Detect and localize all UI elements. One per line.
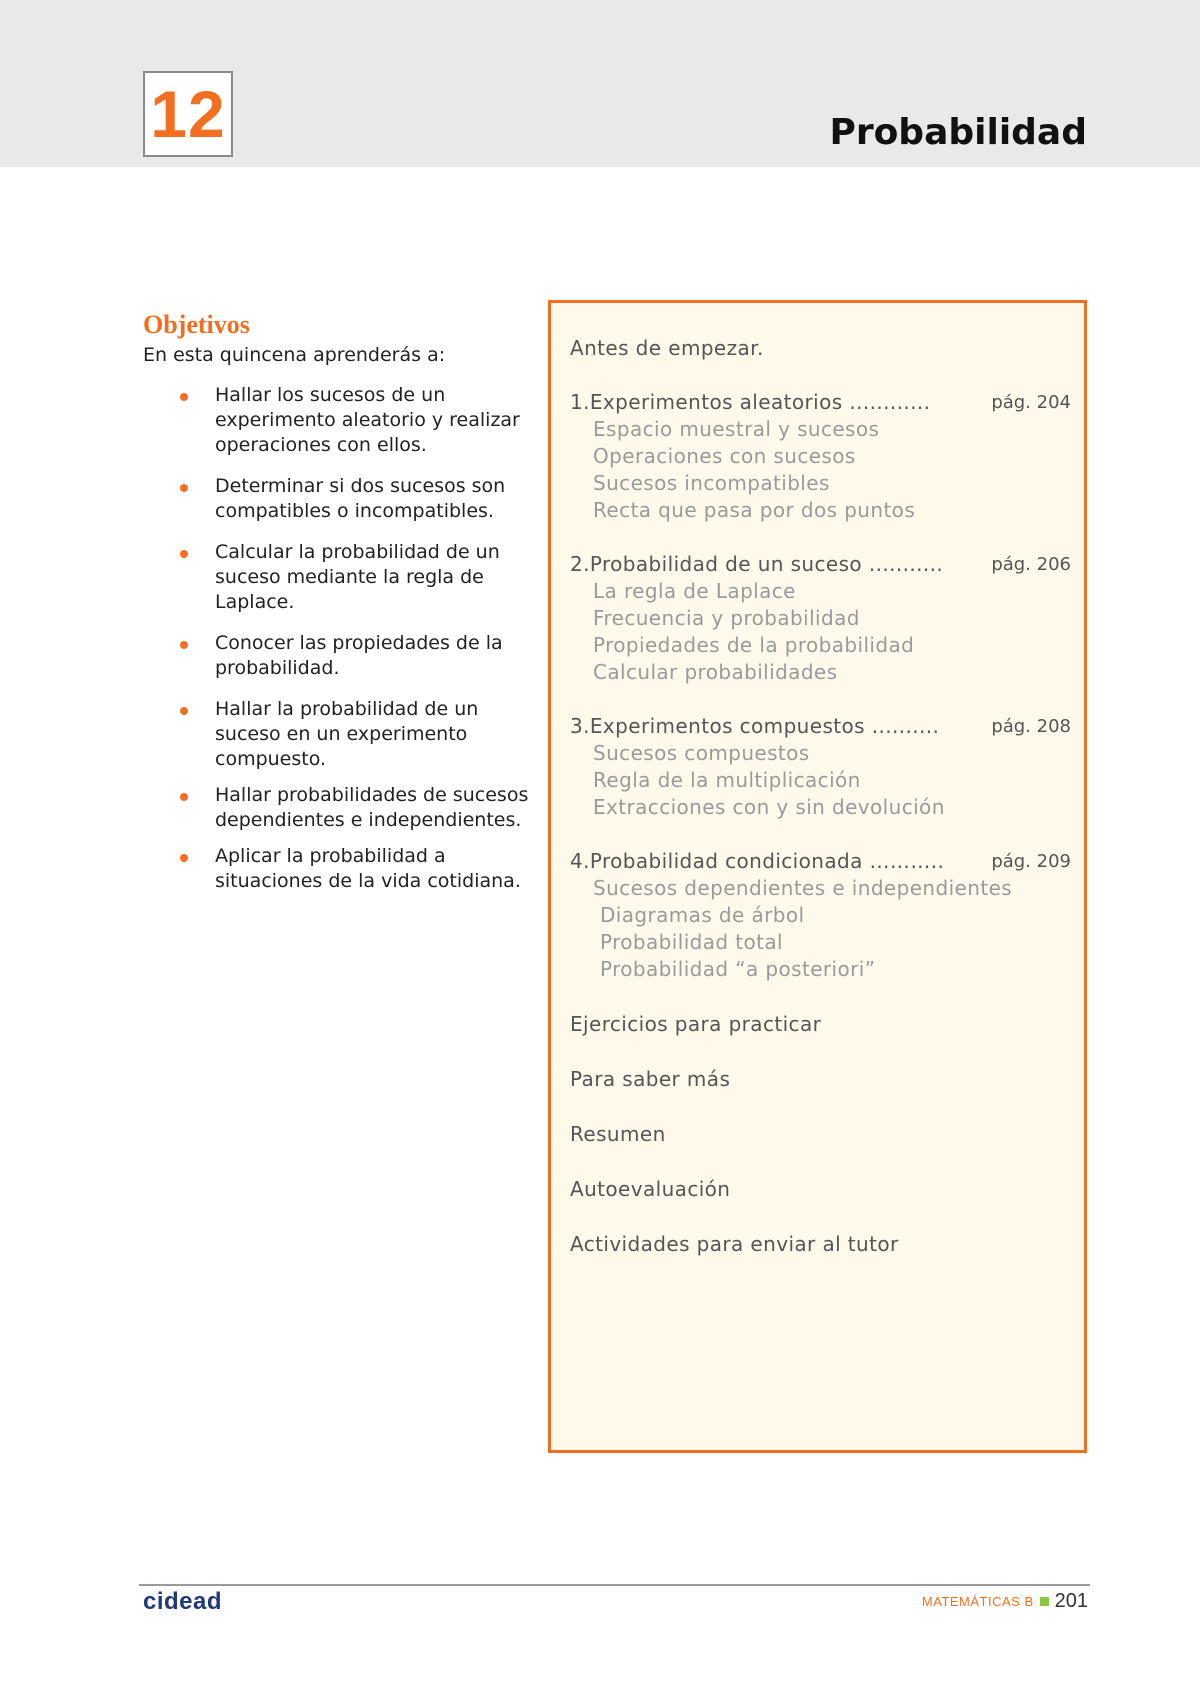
toc-section-title: 4.Probabilidad condicionada [570,849,863,873]
toc-intro[interactable]: Antes de empezar. [570,336,764,360]
bullet-icon [180,707,188,715]
cidead-logo: cidead [143,1588,223,1615]
toc-extra-actividades[interactable]: Actividades para enviar al tutor [570,1232,899,1256]
objective-text: Hallar los sucesos de un experimento aleatorio y realizar operaciones con ellos. [215,384,520,456]
objective-text: Determinar si dos sucesos son compatibles o incompatibles. [215,475,506,522]
objective-item [178,783,538,833]
objective-text: Conocer las propiedades de la probabilidad. [215,632,503,679]
toc-subsection[interactable]: Probabilidad total [600,930,783,954]
toc-extra-ejercicios[interactable]: Ejercicios para practicar [570,1012,822,1036]
toc-extra-autoevaluacion[interactable]: Autoevaluación [570,1177,731,1201]
toc-subsection[interactable]: Regla de la multiplicación [593,768,861,792]
toc-section-title: 3.Experimentos compuestos [570,714,865,738]
objective-text: Calcular la probabilidad de un suceso mediante la regla de Laplace. [215,541,500,613]
toc-dots: ……….. [869,849,945,873]
toc-subsection[interactable]: Frecuencia y probabilidad [593,606,860,630]
square-icon [1040,1597,1049,1606]
toc-subsection[interactable]: Recta que pasa por dos puntos [593,498,916,522]
objective-item [178,383,538,458]
toc-subsection[interactable]: Sucesos incompatibles [593,471,830,495]
toc-extra-saber-mas[interactable]: Para saber más [570,1067,731,1091]
page-title: Probabilidad [829,112,1087,153]
objective-text: Hallar probabilidades de sucesos dependientes e independientes. [215,784,529,831]
toc-dots: ........... [868,552,944,576]
footer-page-info [922,1590,1088,1613]
bullet-icon [180,393,188,401]
toc-section-3[interactable] [570,713,1075,740]
objectives-heading: Objetivos [143,310,250,339]
toc-subsection[interactable]: Diagramas de árbol [600,903,805,927]
toc-subsection[interactable]: Sucesos compuestos [593,741,810,765]
toc-subsection[interactable]: Propiedades de la probabilidad [593,633,915,657]
toc-section-4[interactable] [570,848,1075,875]
toc-section-title: 2.Probabilidad de un suceso [570,552,863,576]
objectives-intro: En esta quincena aprenderás a: [143,344,446,366]
bullet-icon [180,641,188,649]
objective-text: Hallar la probabilidad de un suceso en un experimento compuesto. [215,698,479,770]
footer-subject: MATEMÁTICAS B [921,1594,1034,1609]
toc-subsection[interactable]: Extracciones con y sin devolución [593,795,945,819]
bullet-icon [180,793,188,801]
page-number: 201 [1054,1590,1088,1612]
toc-page-ref: pág. 208 [991,716,1071,737]
toc-page-ref: pág. 206 [991,554,1071,575]
toc-dots: .......... [871,714,940,738]
chapter-number-box [143,71,233,157]
objective-item [178,631,538,681]
toc-section-1[interactable] [570,389,1075,416]
chapter-number: 12 [150,77,226,151]
toc-subsection[interactable]: Probabilidad “a posteriori” [600,957,876,981]
toc-extra-resumen[interactable]: Resumen [570,1122,666,1146]
toc-section-2[interactable] [570,551,1075,578]
objective-text: Aplicar la probabilidad a situaciones de la vida cotidiana. [215,845,521,892]
objective-item [178,844,538,894]
bullet-icon [180,550,188,558]
toc-subsection[interactable]: Operaciones con sucesos [593,444,856,468]
toc-subsection[interactable]: Espacio muestral y sucesos [593,417,880,441]
bullet-icon [180,484,188,492]
toc-subsection[interactable]: Sucesos dependientes e independientes [593,876,1013,900]
footer-divider [139,1584,1090,1586]
objectives-list [178,383,538,894]
toc-subsection[interactable]: Calcular probabilidades [593,660,838,684]
objective-item [178,540,538,615]
objective-item [178,697,538,772]
toc-page-ref: pág. 204 [991,392,1071,413]
toc-section-title: 1.Experimentos aleatorios [570,390,843,414]
bullet-icon [180,854,188,862]
objective-item [178,474,538,524]
toc-dots: ............ [849,390,931,414]
toc-page-ref: pág. 209 [991,851,1071,872]
toc-subsection[interactable]: La regla de Laplace [593,579,796,603]
table-of-contents [570,335,1075,1258]
